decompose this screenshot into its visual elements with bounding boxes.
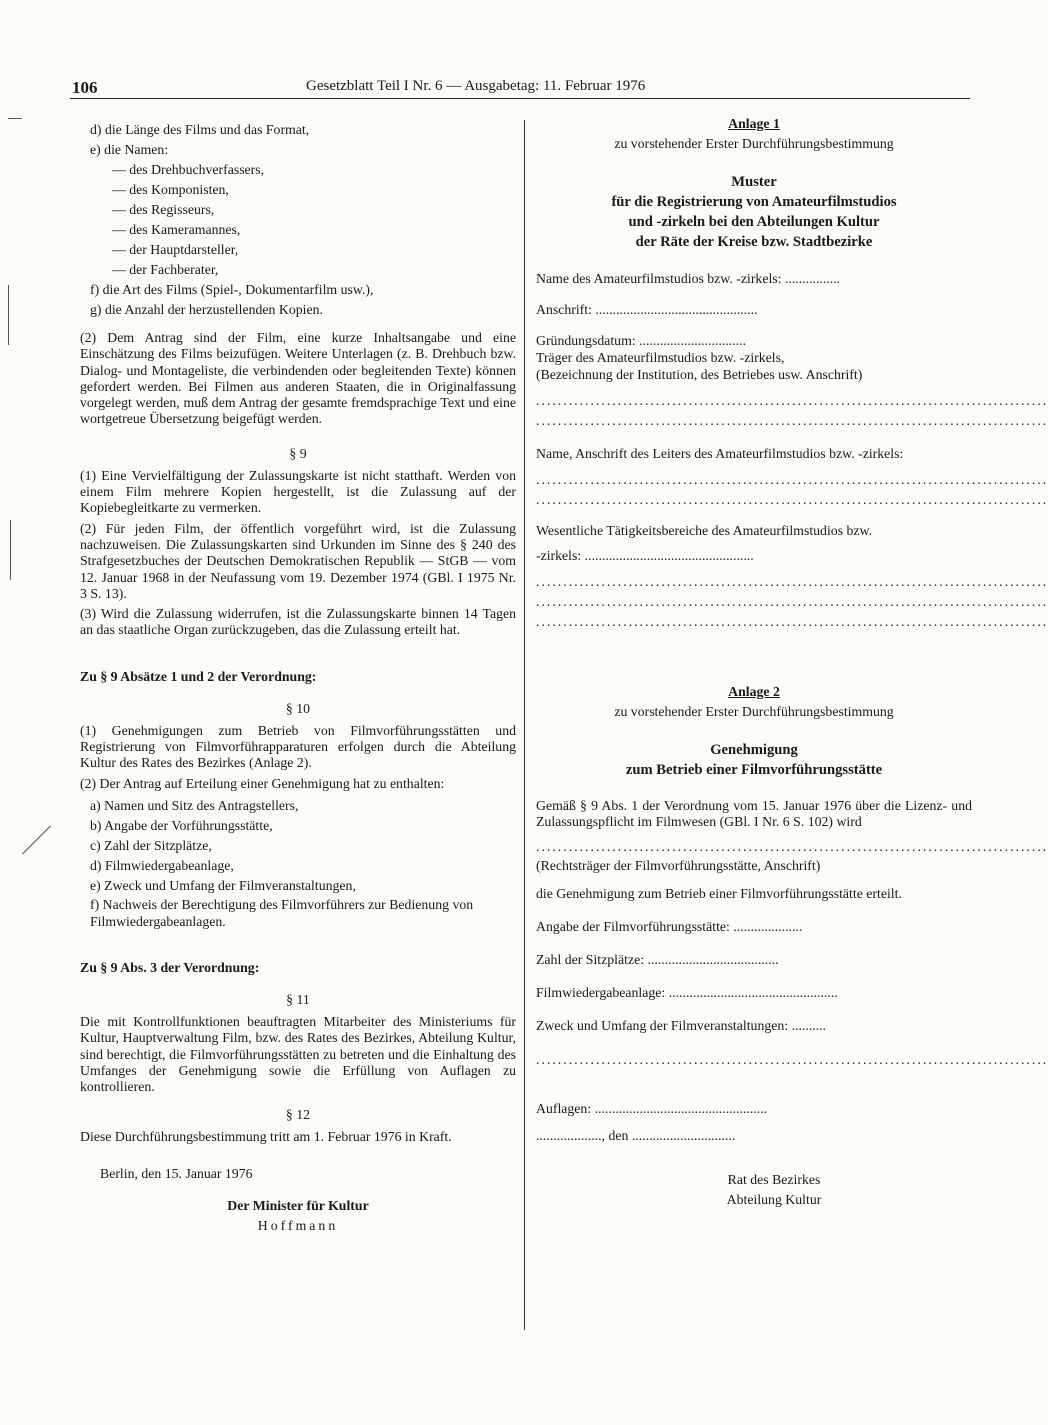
field-label: Wesentliche Tätigkeitsbereiche des Amateurfilmstudios bzw.: [536, 523, 873, 538]
margin-mark: [8, 285, 9, 345]
paragraph: (2) Für jeden Film, der öffentlich vorgeführt wird, ist die Zulassung nachzuweisen. Die Zulassungskarten sind Urkunden im Sinne des § 240 des Strafgesetzbuches der Deutschen Demokratischen Republik — StGB — vom 12. Januar 1968 in der Neufassung vom 19. Dezember 1974 (GBl. I 1975 Nr. 3 S. 13).: [80, 520, 516, 601]
field-dots: ...............................: [639, 333, 747, 348]
list-item: f) Nachweis der Berechtigung des Filmvorführers zur Bedienung von Filmwiedergabeanlagen.: [90, 896, 474, 929]
paragraph: Die mit Kontrollfunktionen beauftragten Mitarbeiter des Ministeriums für Kultur, Hauptverwaltung Film, bzw. des Rates des Bezirkes, Abteilung Kultur, sind berechtigt, die Filmvorführungsstätten zu betreten und die Einhaltung des Umfanges der Genehmigung sowie die Erfüllung von Auflagen zu kontrollieren.: [80, 1013, 516, 1095]
field-label: Träger des Amateurfilmstudios bzw. -zirkels,: [536, 350, 785, 365]
section-heading: § 12: [285, 1107, 311, 1123]
field-dots: ...................: [536, 1127, 602, 1143]
section-heading: § 9: [289, 445, 307, 461]
paragraph: (3) Wird die Zulassung widerrufen, ist die Zulassungskarte binnen 14 Tagen an das staatliche Organ zurückzugeben, das die Zulassung erteilt hat.: [80, 606, 516, 638]
paragraph: (2) Der Antrag auf Erteilung einer Genehmigung hat zu enthalten:: [80, 775, 445, 791]
list-item: c) Zahl der Sitzplätze,: [90, 837, 212, 853]
title-line: und -zirkeln bei den Abteilungen Kultur: [628, 214, 880, 230]
signature-block: [576, 1170, 972, 1210]
title-line: zum Betrieb einer Filmvorführungsstätte: [625, 762, 883, 778]
field-dots: ..............................................................................................: [536, 472, 1048, 487]
field-dots: .................................................: [584, 548, 754, 563]
field-note: (Bezeichnung der Institution, des Betriebes usw. Anschrift): [536, 367, 863, 382]
list-item: e) die Namen:: [90, 142, 169, 157]
form-field: [536, 301, 972, 318]
list-item: e) Zweck und Umfang der Filmveranstaltungen,: [90, 877, 356, 893]
title-line: Muster: [731, 174, 777, 190]
signature-name: Hoffmann: [257, 1217, 339, 1233]
signature-date: Berlin, den 15. Januar 1976: [100, 1165, 253, 1181]
margin-mark: [22, 826, 51, 855]
field-dots: ......................................: [647, 951, 779, 967]
column-rule: [524, 120, 525, 1330]
form-field: [536, 1100, 972, 1117]
header-title: Gesetzblatt Teil I Nr. 6 — Ausgabetag: 11. Februar 1976: [306, 78, 646, 94]
signature-line: Abteilung Kultur: [726, 1191, 822, 1207]
page-header: [70, 76, 970, 99]
paragraph: die Genehmigung zum Betrieb einer Filmvorführungsstätte erteilt.: [536, 885, 902, 901]
left-column: [80, 120, 516, 1236]
title-line: der Räte der Kreise bzw. Stadtbezirke: [635, 234, 873, 250]
field-dots: ..............................................................................................: [536, 838, 1048, 854]
form-field: [536, 332, 972, 349]
field-label: , den: [601, 1127, 629, 1143]
field-dots: ..............................................................................................: [536, 574, 1048, 589]
list-subitem: — des Regisseurs,: [112, 202, 215, 217]
field-dots: ..............................................................................................: [536, 492, 1048, 507]
field-dots: ..............................: [631, 1127, 736, 1143]
form-field: [536, 918, 972, 935]
list-subitem: — des Komponisten,: [112, 182, 229, 197]
field-dots: ..................................................: [594, 1100, 768, 1116]
right-column: [536, 114, 1048, 1210]
form-field: [536, 270, 972, 287]
form-field: [536, 951, 972, 968]
list-subitem: — der Fachberater,: [112, 262, 219, 277]
list-item: a) Namen und Sitz des Antragstellers,: [90, 797, 299, 813]
form-field: [536, 984, 972, 1001]
field-label: Gründungsdatum:: [536, 333, 636, 348]
list-item: d) die Länge des Films und das Format,: [90, 122, 310, 137]
field-label: Name des Amateurfilmstudios bzw. -zirkels:: [536, 271, 782, 286]
list-item: d) Filmwiedergabeanlage,: [90, 857, 234, 873]
margin-mark: [10, 520, 11, 580]
signature-title: Der Minister für Kultur: [227, 1197, 369, 1213]
title-line: für die Registrierung von Amateurfilmstudios: [611, 194, 897, 210]
field-dots: .................................................: [668, 984, 838, 1000]
subheading: Zu § 9 Absätze 1 und 2 der Verordnung:: [80, 668, 317, 684]
form-field: [536, 547, 972, 564]
muster-title: [536, 172, 972, 252]
title-line: Genehmigung: [710, 742, 798, 758]
field-dots: ...............................................: [595, 302, 758, 317]
paragraph: Gemäß § 9 Abs. 1 der Verordnung vom 15. Januar 1976 über die Lizenz- und Zulassungspflicht im Filmwesen (GBl. I Nr. 6 S. 102) wird: [536, 798, 972, 830]
field-dots: ..............................................................................................: [536, 393, 1048, 408]
field-dots: ..............................................................................................: [536, 413, 1048, 428]
anlage-1-title: Anlage 1: [728, 116, 780, 131]
field-label: -zirkels:: [536, 548, 582, 563]
field-dots: ..............................................................................................: [536, 614, 1048, 629]
field-label: Name, Anschrift des Leiters des Amateurfilmstudios bzw. -zirkels:: [536, 446, 904, 461]
field-label: Auflagen:: [536, 1100, 592, 1116]
list-item: g) die Anzahl der herzustellenden Kopien.: [90, 302, 323, 317]
list-item: b) Angabe der Vorführungsstätte,: [90, 817, 273, 833]
list-item: f) die Art des Films (Spiel-, Dokumentarfilm usw.),: [90, 282, 374, 297]
field-dots: ................: [784, 271, 841, 286]
signature-line: Rat des Bezirkes: [727, 1171, 821, 1187]
field-label: Anschrift:: [536, 302, 592, 317]
section-heading: § 11: [286, 991, 310, 1007]
field-label: Zweck und Umfang der Filmveranstaltungen:: [536, 1017, 789, 1033]
paragraph: (2) Dem Antrag sind der Film, eine kurze Inhaltsangabe und eine Einschätzung des Films beizufügen. Weitere Unterlagen (z. B. Drehbuch bzw. Dialog- und Montageliste, die verbindenden oder begleitenden Texte) können gefordert werden. Bei Filmen aus anderen Staaten, die in Originalfassung vorgelegt werden, muß dem Antrag der gesamte fremdsprachige Text und eine wortgetreue Übersetzung beigefügt werden.: [80, 330, 516, 427]
field-dots: ..........: [791, 1017, 827, 1033]
field-dots: ..............................................................................................: [536, 594, 1048, 609]
genehmigung-title: [536, 740, 972, 780]
paragraph: Diese Durchführungsbestimmung tritt am 1. Februar 1976 in Kraft.: [80, 1129, 452, 1145]
field-label: Angabe der Filmvorführungsstätte:: [536, 918, 730, 934]
anlage-2-subtitle: zu vorstehender Erster Durchführungsbestimmung: [614, 704, 894, 719]
section-heading: § 10: [285, 700, 311, 716]
list-subitem: — des Drehbuchverfassers,: [112, 162, 265, 177]
list-subitem: — der Hauptdarsteller,: [112, 242, 239, 257]
field-note: (Rechtsträger der Filmvorführungsstätte, Anschrift): [536, 857, 821, 873]
field-dots: ..............................................................................................: [536, 1051, 1048, 1067]
field-label: Filmwiedergabeanlage:: [536, 984, 666, 1000]
list-subitem: — des Kameramannes,: [112, 222, 241, 237]
paragraph: (1) Eine Vervielfältigung der Zulassungskarte ist nicht statthaft. Werden von einem Film mehrere Kopien hergestellt, ist die Zulassung auf der Kopiebegleitkarte zu vermerken.: [80, 467, 516, 516]
field-label: Zahl der Sitzplätze:: [536, 951, 645, 967]
paragraph: (1) Genehmigungen zum Betrieb von Filmvorführungsstätten und Registrierung von Filmvorführapparaturen erfolgen durch die Abteilung Kultur des Rates des Bezirkes (Anlage 2).: [80, 722, 516, 771]
page-number: 106: [72, 78, 98, 97]
form-field: [536, 1017, 972, 1034]
subheading: Zu § 9 Abs. 3 der Verordnung:: [80, 959, 260, 975]
form-field: [536, 1127, 972, 1144]
margin-mark: [8, 118, 22, 119]
anlage-2-title: Anlage 2: [728, 684, 780, 699]
anlage-1-subtitle: zu vorstehender Erster Durchführungsbestimmung: [614, 136, 894, 151]
field-dots: ....................: [733, 918, 803, 934]
